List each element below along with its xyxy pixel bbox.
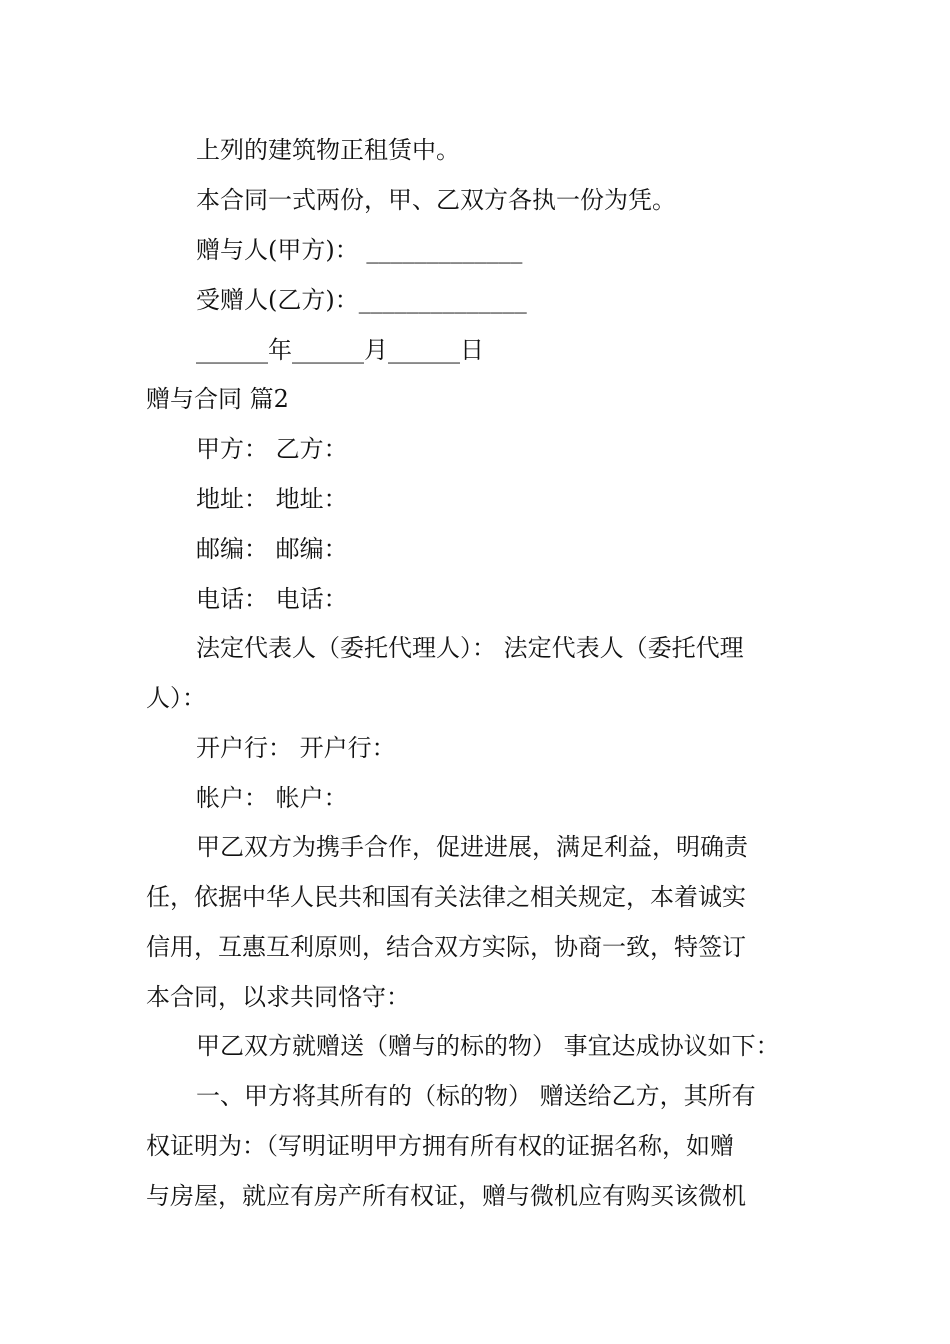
paragraph-line: 任，依据中华人民共和国有关法律之相关规定，本着诚实 xyxy=(146,883,746,911)
clause-line: 权证明为：（写明证明甲方拥有所有权的证据名称，如赠 xyxy=(146,1132,734,1160)
party-line: 甲方： 乙方： xyxy=(196,435,348,463)
paragraph-line: 信用，互惠互利原则，结合双方实际，协商一致，特签订 xyxy=(146,933,746,961)
representative-line: 法定代表人（委托代理人）： 法定代表人（委托代理 xyxy=(196,634,744,662)
phone-line: 电话： 电话： xyxy=(196,585,348,613)
postcode-line: 邮编： 邮编： xyxy=(196,535,348,563)
paragraph-line: 甲乙双方为携手合作，促进进展，满足利益，明确责 xyxy=(196,833,748,861)
signature-line-donee: 受赠人(乙方)：______________ xyxy=(196,286,527,314)
date-line: ______年______月______日 xyxy=(196,336,484,364)
signature-line-donor: 赠与人(甲方)： _____________ xyxy=(196,236,523,264)
clause-line: 一、甲方将其所有的（标的物） 赠送给乙方，其所有 xyxy=(196,1082,756,1110)
clause-line: 与房屋，就应有房产所有权证，赠与微机应有购买该微机 xyxy=(146,1182,746,1210)
paragraph-line: 甲乙双方就赠送（赠与的标的物） 事宜达成协议如下： xyxy=(196,1032,780,1060)
bank-line: 开户行： 开户行： xyxy=(196,734,396,762)
account-line: 帐户： 帐户： xyxy=(196,784,348,812)
representative-line-cont: 人）： xyxy=(146,684,206,712)
address-line: 地址： 地址： xyxy=(196,485,348,513)
section-heading: 赠与合同 篇2 xyxy=(146,385,289,413)
paragraph-line: 本合同，以求共同恪守： xyxy=(146,983,410,1011)
text-line: 本合同一式两份，甲、乙双方各执一份为凭。 xyxy=(196,186,676,214)
text-line: 上列的建筑物正租赁中。 xyxy=(196,136,460,164)
